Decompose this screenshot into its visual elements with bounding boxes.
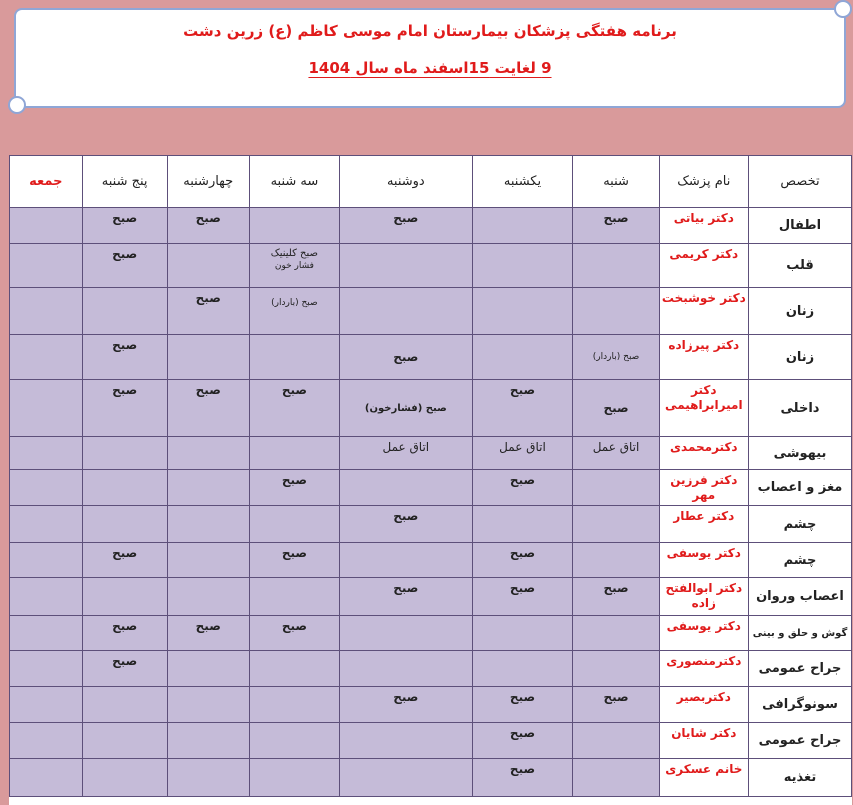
- shift-cell: صبح: [340, 687, 472, 723]
- shift-cell: [573, 335, 659, 380]
- shift-cell: صبح: [573, 380, 659, 437]
- shift-cell: صبح: [167, 288, 249, 335]
- shift-cell: [340, 651, 472, 687]
- shift-cell: [340, 380, 472, 437]
- shift-cell: [472, 506, 573, 543]
- shift-cell: [167, 687, 249, 723]
- shift-cell: [167, 335, 249, 380]
- header-sunday: یکشنبه: [472, 156, 573, 208]
- shift-cell: صبح: [472, 543, 573, 578]
- specialty-cell: داخلی: [748, 380, 851, 437]
- shift-cell: [167, 723, 249, 759]
- shift-cell: [249, 506, 339, 543]
- shift-cell: صبح: [573, 208, 659, 244]
- table-row: [10, 437, 852, 470]
- table-row: [10, 244, 852, 288]
- specialty-cell: بیهوشی: [748, 437, 851, 470]
- shift-cell: [10, 651, 83, 687]
- shift-cell: [10, 380, 83, 437]
- date-range-text: 9 لغایت 15اسفند ماه سال 1404: [308, 59, 552, 77]
- shift-cell: صبح: [340, 335, 472, 380]
- doctor-cell: [659, 380, 748, 437]
- shift-cell: [573, 616, 659, 651]
- doctor-cell: دکتر یوسفی: [659, 543, 748, 578]
- shift-cell: [10, 723, 83, 759]
- shift-cell: اتاق عمل: [340, 437, 472, 470]
- shift-cell: [472, 616, 573, 651]
- shift-note: صبح کلینیک: [270, 248, 319, 259]
- doctor-cell: دکتر یوسفی: [659, 616, 748, 651]
- shift-cell: [472, 651, 573, 687]
- doctor-name-line: امیرابراهیمی: [665, 398, 743, 412]
- specialty-cell: مغز و اعصاب: [748, 470, 851, 506]
- shift-cell: [167, 759, 249, 797]
- shift-cell: صبح: [472, 759, 573, 797]
- date-range: [16, 59, 844, 77]
- specialty-cell: چشم: [748, 506, 851, 543]
- schedule-table-container: [9, 155, 852, 805]
- doctor-cell: دکتر بیاتی: [659, 208, 748, 244]
- specialty-cell: زنان: [748, 288, 851, 335]
- shift-cell: [10, 208, 83, 244]
- shift-cell: [249, 759, 339, 797]
- shift-cell: [167, 244, 249, 288]
- shift-cell: [340, 616, 472, 651]
- shift-cell: اتاق عمل: [472, 437, 573, 470]
- shift-cell: صبح: [472, 470, 573, 506]
- table-row: [10, 380, 852, 437]
- shift-cell: صبح: [167, 208, 249, 244]
- table-row: [10, 687, 852, 723]
- doctor-cell: دکترمحمدی: [659, 437, 748, 470]
- table-row: [10, 470, 852, 506]
- shift-cell: صبح: [82, 380, 167, 437]
- specialty-cell: سونوگرافی: [748, 687, 851, 723]
- shift-cell: صبح: [340, 578, 472, 616]
- table-row: [10, 759, 852, 797]
- shift-cell: [573, 651, 659, 687]
- shift-cell: [10, 687, 83, 723]
- shift-cell: صبح: [472, 380, 573, 437]
- specialty-cell: قلب: [748, 244, 851, 288]
- header-specialty: تخصص: [748, 156, 851, 208]
- shift-cell: [82, 470, 167, 506]
- doctor-cell: خانم عسکری: [659, 759, 748, 797]
- shift-note: صبح (باردار): [592, 351, 640, 362]
- header-doctor: نام پزشک: [659, 156, 748, 208]
- shift-cell: [10, 470, 83, 506]
- shift-cell: صبح: [472, 687, 573, 723]
- shift-cell: [10, 244, 83, 288]
- shift-note: صبح (باردار): [271, 298, 318, 308]
- shift-cell: [82, 288, 167, 335]
- shift-cell: [249, 288, 339, 335]
- doctor-cell: دکتر فرزین مهر: [659, 470, 748, 506]
- shift-cell: [10, 506, 83, 543]
- page-title: برنامه هفتگی پزشکان بیمارستان امام موسی کاظم (ع) زرین دشت: [183, 22, 677, 40]
- shift-cell: صبح: [82, 335, 167, 380]
- table-row: [10, 616, 852, 651]
- doctor-cell: دکتر پیرزاده: [659, 335, 748, 380]
- shift-cell: [10, 543, 83, 578]
- schedule-table: [9, 155, 852, 797]
- table-row: [10, 578, 852, 616]
- shift-cell: [573, 543, 659, 578]
- shift-cell: [573, 759, 659, 797]
- shift-cell: [573, 506, 659, 543]
- doctor-cell: دکترمنصوری: [659, 651, 748, 687]
- table-row: [10, 506, 852, 543]
- shift-cell: [10, 759, 83, 797]
- shift-cell: صبح: [167, 380, 249, 437]
- specialty-cell: تغذیه: [748, 759, 851, 797]
- shift-cell: صبح: [472, 723, 573, 759]
- specialty-cell: گوش و حلق و بینی: [748, 616, 851, 651]
- shift-cell: صبح: [167, 616, 249, 651]
- scroll-curl-decoration: [834, 0, 852, 18]
- shift-cell: صبح: [82, 651, 167, 687]
- shift-cell: [10, 437, 83, 470]
- specialty-cell: چشم: [748, 543, 851, 578]
- shift-cell: صبح: [472, 578, 573, 616]
- shift-cell: [167, 437, 249, 470]
- doctor-cell: دکتر خوشبخت: [659, 288, 748, 335]
- shift-cell: [340, 470, 472, 506]
- table-row: [10, 651, 852, 687]
- table-row: [10, 335, 852, 380]
- specialty-cell: جراح عمومی: [748, 651, 851, 687]
- header-monday: دوشنبه: [340, 156, 472, 208]
- table-row: [10, 208, 852, 244]
- shift-cell: [82, 437, 167, 470]
- specialty-cell: جراح عمومی: [748, 723, 851, 759]
- shift-cell: [167, 506, 249, 543]
- shift-cell: صبح: [82, 543, 167, 578]
- shift-cell: [10, 578, 83, 616]
- shift-cell: [167, 578, 249, 616]
- shift-cell: [249, 335, 339, 380]
- shift-cell: [10, 288, 83, 335]
- doctor-name-line: دکتر: [691, 383, 717, 397]
- shift-cell: اتاق عمل: [573, 437, 659, 470]
- shift-cell: [167, 470, 249, 506]
- shift-cell: صبح: [82, 244, 167, 288]
- doctor-cell: دکتر ابوالفتح زاده: [659, 578, 748, 616]
- shift-cell: [249, 437, 339, 470]
- shift-cell: [167, 543, 249, 578]
- shift-cell: صبح: [573, 687, 659, 723]
- header-thursday: پنج شنبه: [82, 156, 167, 208]
- shift-cell: صبح: [573, 578, 659, 616]
- shift-cell: [340, 244, 472, 288]
- table-row: [10, 543, 852, 578]
- shift-cell: [82, 759, 167, 797]
- shift-cell: صبح: [249, 543, 339, 578]
- shift-cell: [340, 288, 472, 335]
- shift-cell: [82, 723, 167, 759]
- doctor-cell: دکتر شایان: [659, 723, 748, 759]
- shift-cell: صبح: [340, 506, 472, 543]
- specialty-cell: اطفال: [748, 208, 851, 244]
- scroll-curl-decoration: [8, 96, 26, 114]
- shift-cell: صبح: [82, 616, 167, 651]
- shift-cell: [472, 335, 573, 380]
- shift-cell: [249, 578, 339, 616]
- shift-cell: [340, 759, 472, 797]
- shift-cell: [249, 687, 339, 723]
- shift-cell: صبح: [82, 208, 167, 244]
- shift-cell: [82, 578, 167, 616]
- shift-note: فشار خون: [274, 261, 314, 271]
- shift-cell: [249, 723, 339, 759]
- doctor-cell: دکتر کریمی: [659, 244, 748, 288]
- header-friday: جمعه: [10, 156, 83, 208]
- shift-cell: [249, 244, 339, 288]
- header-row: [10, 156, 852, 208]
- shift-cell: [472, 208, 573, 244]
- table-row: [10, 723, 852, 759]
- shift-cell: [573, 470, 659, 506]
- shift-cell: [82, 687, 167, 723]
- shift-cell: [249, 208, 339, 244]
- shift-cell: [340, 543, 472, 578]
- shift-cell: صبح: [340, 208, 472, 244]
- shift-cell: [167, 651, 249, 687]
- specialty-cell: زنان: [748, 335, 851, 380]
- shift-cell: صبح: [249, 616, 339, 651]
- shift-cell: صبح: [249, 380, 339, 437]
- doctor-cell: دکتر عطار: [659, 506, 748, 543]
- header-wednesday: چهارشنبه: [167, 156, 249, 208]
- shift-cell: [10, 335, 83, 380]
- doctor-cell: دکتربصیر: [659, 687, 748, 723]
- shift-cell: [82, 506, 167, 543]
- shift-cell: [472, 288, 573, 335]
- header-tuesday: سه شنبه: [249, 156, 339, 208]
- shift-cell: [10, 616, 83, 651]
- specialty-cell: اعصاب وروان: [748, 578, 851, 616]
- shift-cell: [340, 723, 472, 759]
- shift-note: صبح (فشارخون): [364, 402, 447, 414]
- shift-cell: [249, 651, 339, 687]
- shift-cell: [472, 244, 573, 288]
- header-saturday: شنبه: [573, 156, 659, 208]
- shift-cell: [573, 244, 659, 288]
- shift-cell: [573, 288, 659, 335]
- table-row: [10, 288, 852, 335]
- shift-cell: صبح: [249, 470, 339, 506]
- shift-cell: [573, 723, 659, 759]
- title-banner: [14, 8, 846, 108]
